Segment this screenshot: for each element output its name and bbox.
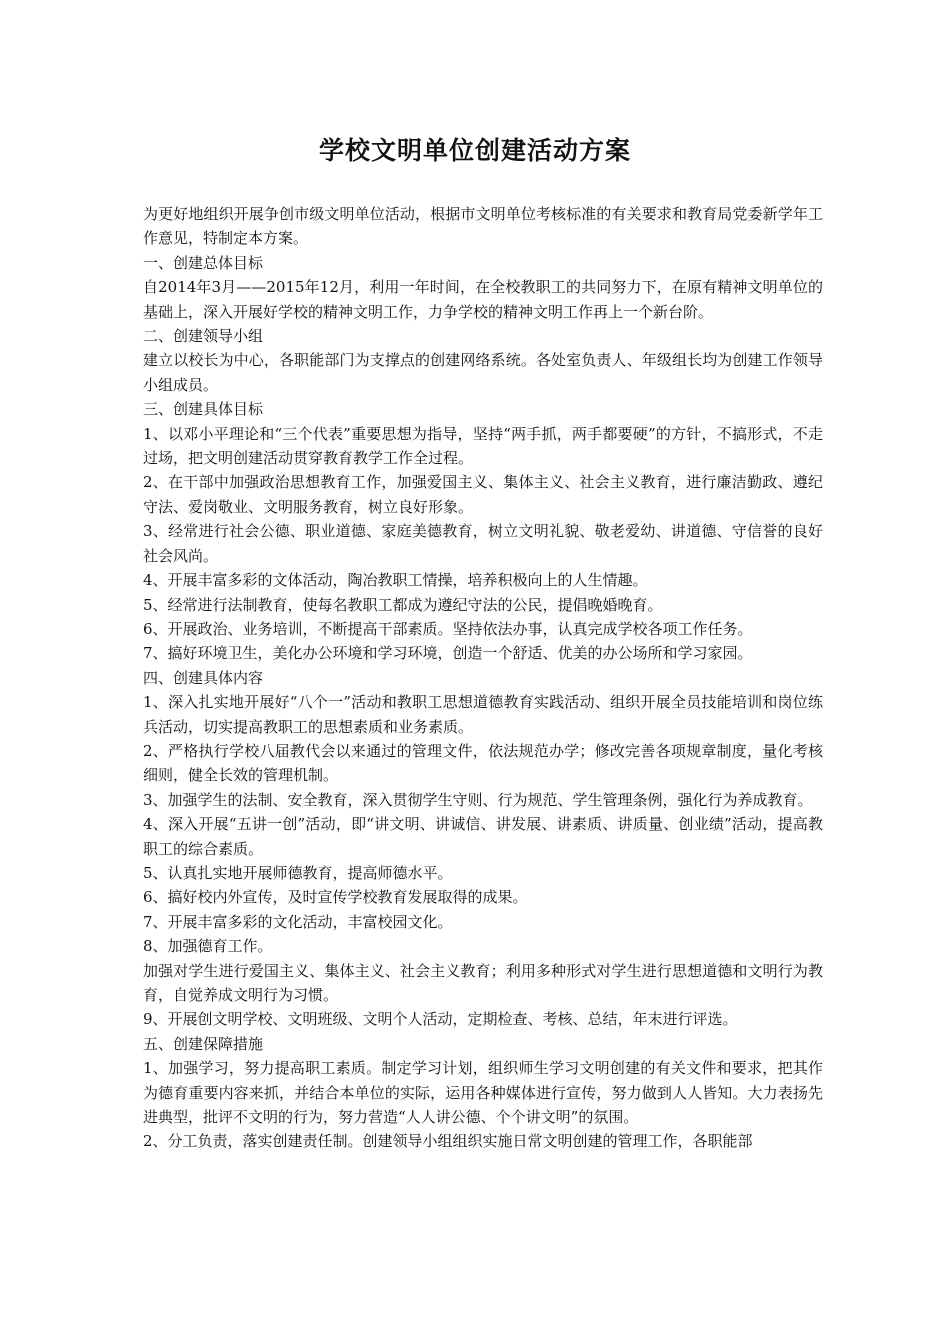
list-item: 9、开展创文明学校、文明班级、文明个人活动，定期检查、考核、总结，年末进行评选。 [143,1010,738,1029]
list-item: 1、以邓小平理论和“三个代表”重要思想为指导，坚持“两手抓，两手都要硬”的方针，不搞形式，不走过场，把文明创建活动贯穿教育教学工作全过程。 [143,424,823,468]
document-body [143,202,823,1154]
list-item: 8、加强德育工作。 [143,937,273,956]
list-item: 4、深入开展“五讲一创”活动，即“讲文明、讲诚信、讲发展、讲素质、讲质量、创业绩”活动，提高教职工的综合素质。 [143,815,823,858]
section-heading-3: 三、创建具体目标 [143,400,264,419]
list-item: 5、认真扎实地开展师德教育，提高师德水平。 [143,863,453,882]
list-item: 5、经常进行法制教育，使每名教职工都成为遵纪守法的公民，提倡晚婚晚育。 [143,595,663,614]
list-item: 3、经常进行社会公德、职业道德、家庭美德教育，树立文明礼貌、敬老爱幼、讲道德、守信誉的良好社会风尚。 [143,522,823,565]
list-item: 6、开展政治、业务培训，不断提高干部素质。坚持依法办事，认真完成学校各项工作任务。 [143,619,753,638]
list-item: 3、加强学生的法制、安全教育，深入贯彻学生守则、行为规范、学生管理条例，强化行为养成教育。 [143,790,813,809]
paragraph: 自2014年3月——2015年12月，利用一年时间，在全校教职工的共同努力下，在原有精神文明单位的基础上，深入开展好学校的精神文明工作，力争学校的精神文明工作再上一个新台阶。 [143,278,823,321]
paragraph: 加强对学生进行爱国主义、集体主义、社会主义教育；利用多种形式对学生进行思想道德和文明行为教育，自觉养成文明行为习惯。 [143,961,823,1004]
section-heading-4: 四、创建具体内容 [143,668,264,687]
section-heading-2: 二、创建领导小组 [143,327,264,346]
document-title: 学校文明单位创建活动方案 [318,136,631,165]
list-item: 7、开展丰富多彩的文化活动，丰富校园文化。 [143,912,453,931]
list-item: 2、在干部中加强政治思想教育工作，加强爱国主义、集体主义、社会主义教育，进行廉洁勤政、遵纪守法、爱岗敬业、文明服务教育，树立良好形象。 [143,473,823,516]
paragraph: 建立以校长为中心，各职能部门为支撑点的创建网络系统。各处室负责人、年级组长均为创建工作领导小组成员。 [143,351,823,394]
list-item: 4、开展丰富多彩的文体活动，陶冶教职工情操，培养积极向上的人生情趣。 [143,571,648,590]
intro-paragraph: 为更好地组织开展争创市级文明单位活动，根据市文明单位考核标准的有关要求和教育局党委新学年工作意见，特制定本方案。 [143,205,823,248]
list-item: 2、分工负责，落实创建责任制。创建领导小组组织实施日常文明创建的管理工作，各职能部 [143,1132,753,1151]
list-item: 7、搞好环境卫生，美化办公环境和学习环境，创造一个舒适、优美的办公场所和学习家园。 [143,644,753,663]
list-item: 6、搞好校内外宣传，及时宣传学校教育发展取得的成果。 [143,888,528,907]
list-item: 1、深入扎实地开展好“八个一”活动和教职工思想道德教育实践活动、组织开展全员技能培训和岗位练兵活动，切实提高教职工的思想素质和业务素质。 [143,693,823,736]
list-item: 1、加强学习，努力提高职工素质。制定学习计划，组织师生学习文明创建的有关文件和要求，把其作为德育重要内容来抓，并结合本单位的实际，运用各种媒体进行宣传，努力做到人人皆知。大力表扬先进典型，批评不文明的行为，努力营造“人人讲公德、个个讲文明”的氛围。 [143,1059,823,1127]
list-item: 2、严格执行学校八届教代会以来通过的管理文件，依法规范办学；修改完善各项规章制度，量化考核细则，健全长效的管理机制。 [143,741,823,785]
section-heading-5: 五、创建保障措施 [143,1034,264,1053]
section-heading-1: 一、创建总体目标 [143,253,264,272]
